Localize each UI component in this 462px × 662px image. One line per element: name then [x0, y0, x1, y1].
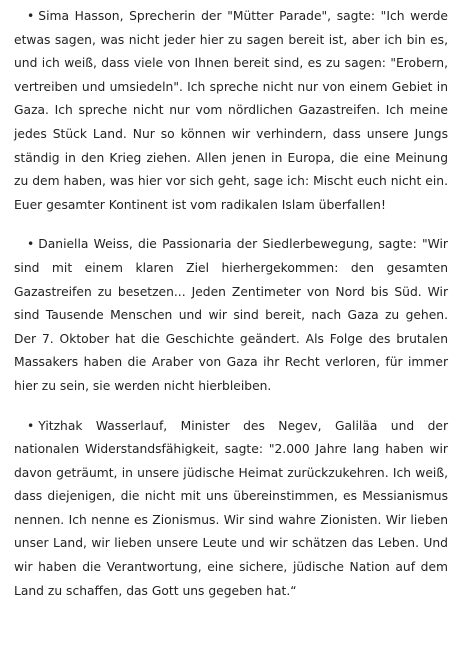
paragraph-text: Daniella Weiss, die Passionaria der Siedlerbewegung, sagte: "Wir sind mit einem klaren Ziel hierhergekommen: den gesamten Gazastreifen zu besetzen... Jeden Zentimeter von Nord bis Süd. Wir sind Tausende Menschen und wir sind bereit, nach Gaza zu gehen. Der 7. Oktober hat die Geschichte geändert. Als Folge des brutalen Massakers haben die Araber von Gaza ihr Recht verloren, für immer hier zu sein, sie werden nicht hierbleiben. — [14, 237, 448, 393]
article-body — [14, 5, 448, 619]
bullet-icon: • — [27, 9, 35, 23]
bullet-icon: • — [27, 237, 35, 252]
quote-paragraph-yitzhak-wasserlauf — [14, 415, 448, 604]
quote-paragraph-daniella-weiss — [14, 233, 448, 398]
quote-paragraph-sima-hasson — [14, 5, 448, 217]
paragraph-text: Sima Hasson, Sprecherin der "Mütter Parade", sagte: "Ich werde etwas sagen, was nicht jeder hier zu sagen bereit ist, aber ich bin es, und ich weiß, dass viele von Ihnen bereit sind, es zu sagen: "Erobern, vertreiben und umsiedeln". Ich spreche nicht nur von einem Gebiet in Gaza. Ich spreche nicht nur vom nördlichen Gazastreifen. Ich meine jedes Stück Land. Nur so können wir verhindern, dass unsere Jungs ständig in den Krieg ziehen. Allen jenen in Europa, die eine Meinung zu dem haben, was hier vor sich geht, sage ich: Mischt euch nicht ein. Euer gesamter Kontinent ist vom radikalen Islam überfallen! — [14, 9, 448, 212]
paragraph-text: Yitzhak Wasserlauf, Minister des Negev, Galiläa und der nationalen Widerstandsfähigkeit, sagte: "2.000 Jahre lang haben wir davon geträumt, in unsere jüdische Heimat zurückzukehren. Ich weiß, dass diejenigen, die nicht mit uns übereinstimmen, es Messianismus nennen. Ich nenne es Zionismus. Wir sind wahre Zionisten. Wir lieben unser Land, wir lieben unsere Leute und wir schätzen das Leben. Und wir haben die Verantwortung, eine sichere, jüdische Nation auf dem Land zu schaffen, das Gott uns gegeben hat.“ — [14, 418, 448, 598]
bullet-icon: • — [27, 418, 35, 433]
